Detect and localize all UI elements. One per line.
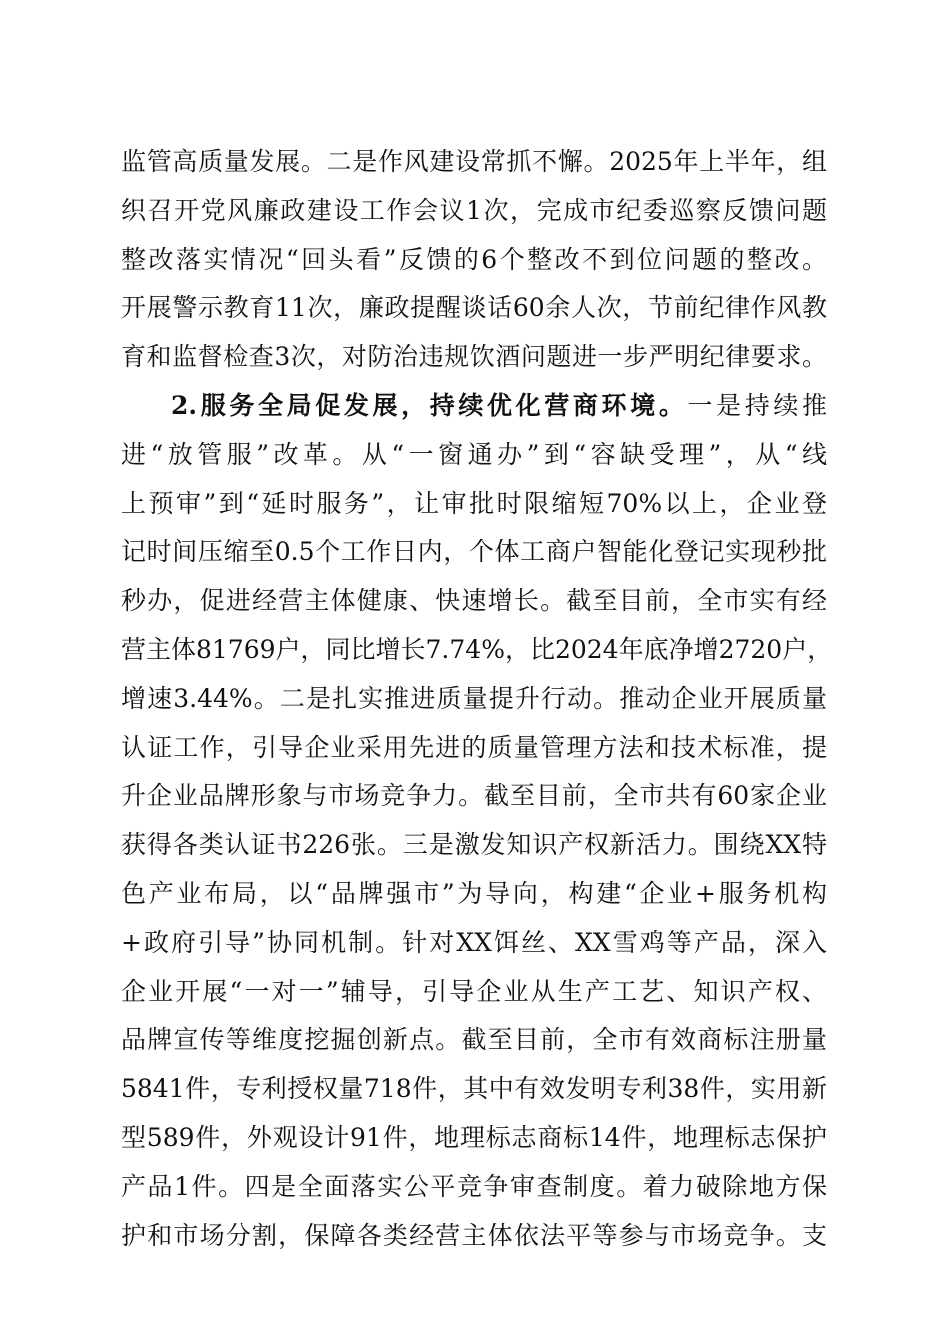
text-line: 护和市场分割，保障各类经营主体依法平等参与市场竞争。支 — [121, 1220, 827, 1250]
text-line: 织召开党风廉政建设工作会议1次，完成市纪委巡察反馈问题 — [121, 195, 827, 225]
body-text — [121, 138, 833, 1260]
text-line: +政府引导”协同机制。针对XX饵丝、XX雪鸡等产品，深入 — [121, 927, 827, 957]
text-line: 秒办，促进经营主体健康、快速增长。截至目前，全市实有经 — [121, 586, 827, 616]
text-line: 进“放管服”改革。从“一窗通办”到“容缺受理”，从“线 — [121, 439, 827, 469]
text-line: 企业开展“一对一”辅导，引导企业从生产工艺、知识产权、 — [121, 976, 827, 1006]
text-line: 监管高质量发展。二是作风建设常抓不懈。2025年上半年，组 — [121, 147, 827, 176]
text-line: 上预审”到“延时服务”，让审批时限缩短70%以上，企业登 — [121, 488, 827, 518]
text-line: 升企业品牌形象与市场竞争力。截至目前，全市共有60家企业 — [121, 781, 827, 811]
text-line: 型589件，外观设计91件，地理标志商标14件，地理标志保护 — [121, 1122, 827, 1152]
text-line: 开展警示教育11次，廉政提醒谈话60余人次，节前纪律作风教 — [121, 293, 827, 323]
text-line: 整改落实情况“回头看”反馈的6个整改不到位问题的整改。 — [121, 244, 827, 274]
text-line: 获得各类认证书226张。三是激发知识产权新活力。围绕XX特 — [121, 830, 827, 860]
section-2-heading: 2.服务全局促发展，持续优化营商环境。 — [171, 390, 688, 420]
text-line: 营主体81769户，同比增长7.74%，比2024年底净增2720户， — [121, 634, 833, 664]
text-line: 产品1件。四是全面落实公平竞争审查制度。着力破除地方保 — [121, 1171, 827, 1201]
section-2-first-line — [121, 382, 827, 431]
text-line: 认证工作，引导企业采用先进的质量管理方法和技术标准，提 — [121, 732, 827, 762]
text-line: 育和监督检查3次，对防治违规饮酒问题进一步严明纪律要求。 — [121, 342, 827, 372]
text-line: 品牌宣传等维度挖掘创新点。截至目前，全市有效商标注册量 — [121, 1025, 827, 1055]
text-line: 记时间压缩至0.5个工作日内，个体工商户智能化登记实现秒批 — [121, 537, 827, 567]
text-line: 5841件，专利授权量718件，其中有效发明专利38件，实用新 — [121, 1074, 827, 1104]
section-2-first-line-rest: 一是持续推 — [687, 390, 827, 420]
text-line: 增速3.44%。二是扎实推进质量提升行动。推动企业开展质量 — [121, 683, 827, 713]
text-line: 色产业布局，以“品牌强市”为导向，构建“企业+服务机构 — [121, 878, 827, 908]
